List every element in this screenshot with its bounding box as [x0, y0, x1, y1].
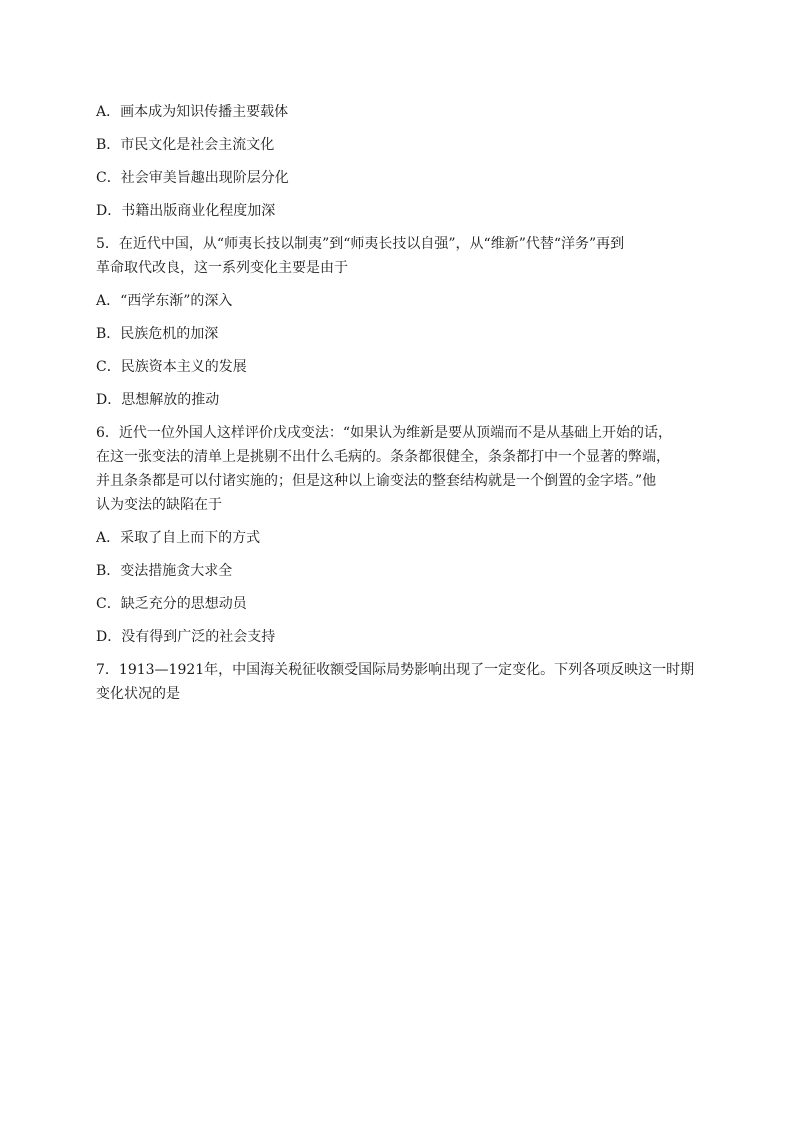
question-5-line-1: 5．在近代中国，从“师夷长技以制夷”到“师夷长技以自强”，从“维新”代替“洋务”再到 — [96, 236, 625, 252]
question-6-line-4: 认为变法的缺陷在于 — [96, 497, 222, 513]
question-6 — [96, 421, 726, 517]
q5-option-b: B．民族危机的加深 — [96, 326, 219, 342]
question-7 — [96, 658, 726, 706]
q6-option-b: B．变法措施贪大求全 — [96, 563, 233, 579]
q4-option-b: B．市民文化是社会主流文化 — [96, 137, 275, 153]
q6-option-c: C．缺乏充分的思想动员 — [96, 596, 247, 612]
question-6-line-1: 6．近代一位外国人这样评价戊戌变法：“如果认为维新是要从顶端而不是从基础上开始的话， — [96, 425, 673, 441]
question-6-line-3: 并且条条都是可以付诸实施的；但是这种以上谕变法的整套结构就是一个倒置的金字塔。”他 — [96, 473, 657, 489]
question-5-line-2: 革命取代改良，这一系列变化主要是由于 — [96, 260, 348, 276]
q4-option-a: A．画本成为知识传播主要载体 — [96, 104, 289, 120]
question-6-line-2: 在这一张变法的清单上是挑剔不出什么毛病的。条条都很健全，条条都打中一个显著的弊端， — [96, 449, 670, 465]
question-7-line-2: 变化状况的是 — [96, 686, 180, 702]
q5-option-d: D．思想解放的推动 — [96, 392, 220, 408]
question-7-line-1: 7．1913—1921年，中国海关税征收额受国际局势影响出现了一定变化。下列各项反映这一时期 — [96, 662, 695, 678]
q4-option-d: D．书籍出版商业化程度加深 — [96, 203, 276, 219]
q4-option-c: C．社会审美旨趣出现阶层分化 — [96, 170, 289, 186]
question-5 — [96, 232, 726, 280]
q5-option-c: C．民族资本主义的发展 — [96, 359, 247, 375]
page-content — [96, 100, 726, 715]
q5-option-a: A．“西学东渐”的深入 — [96, 293, 233, 309]
q6-option-d: D．没有得到广泛的社会支持 — [96, 629, 276, 645]
q6-option-a: A．采取了自上而下的方式 — [96, 530, 261, 546]
